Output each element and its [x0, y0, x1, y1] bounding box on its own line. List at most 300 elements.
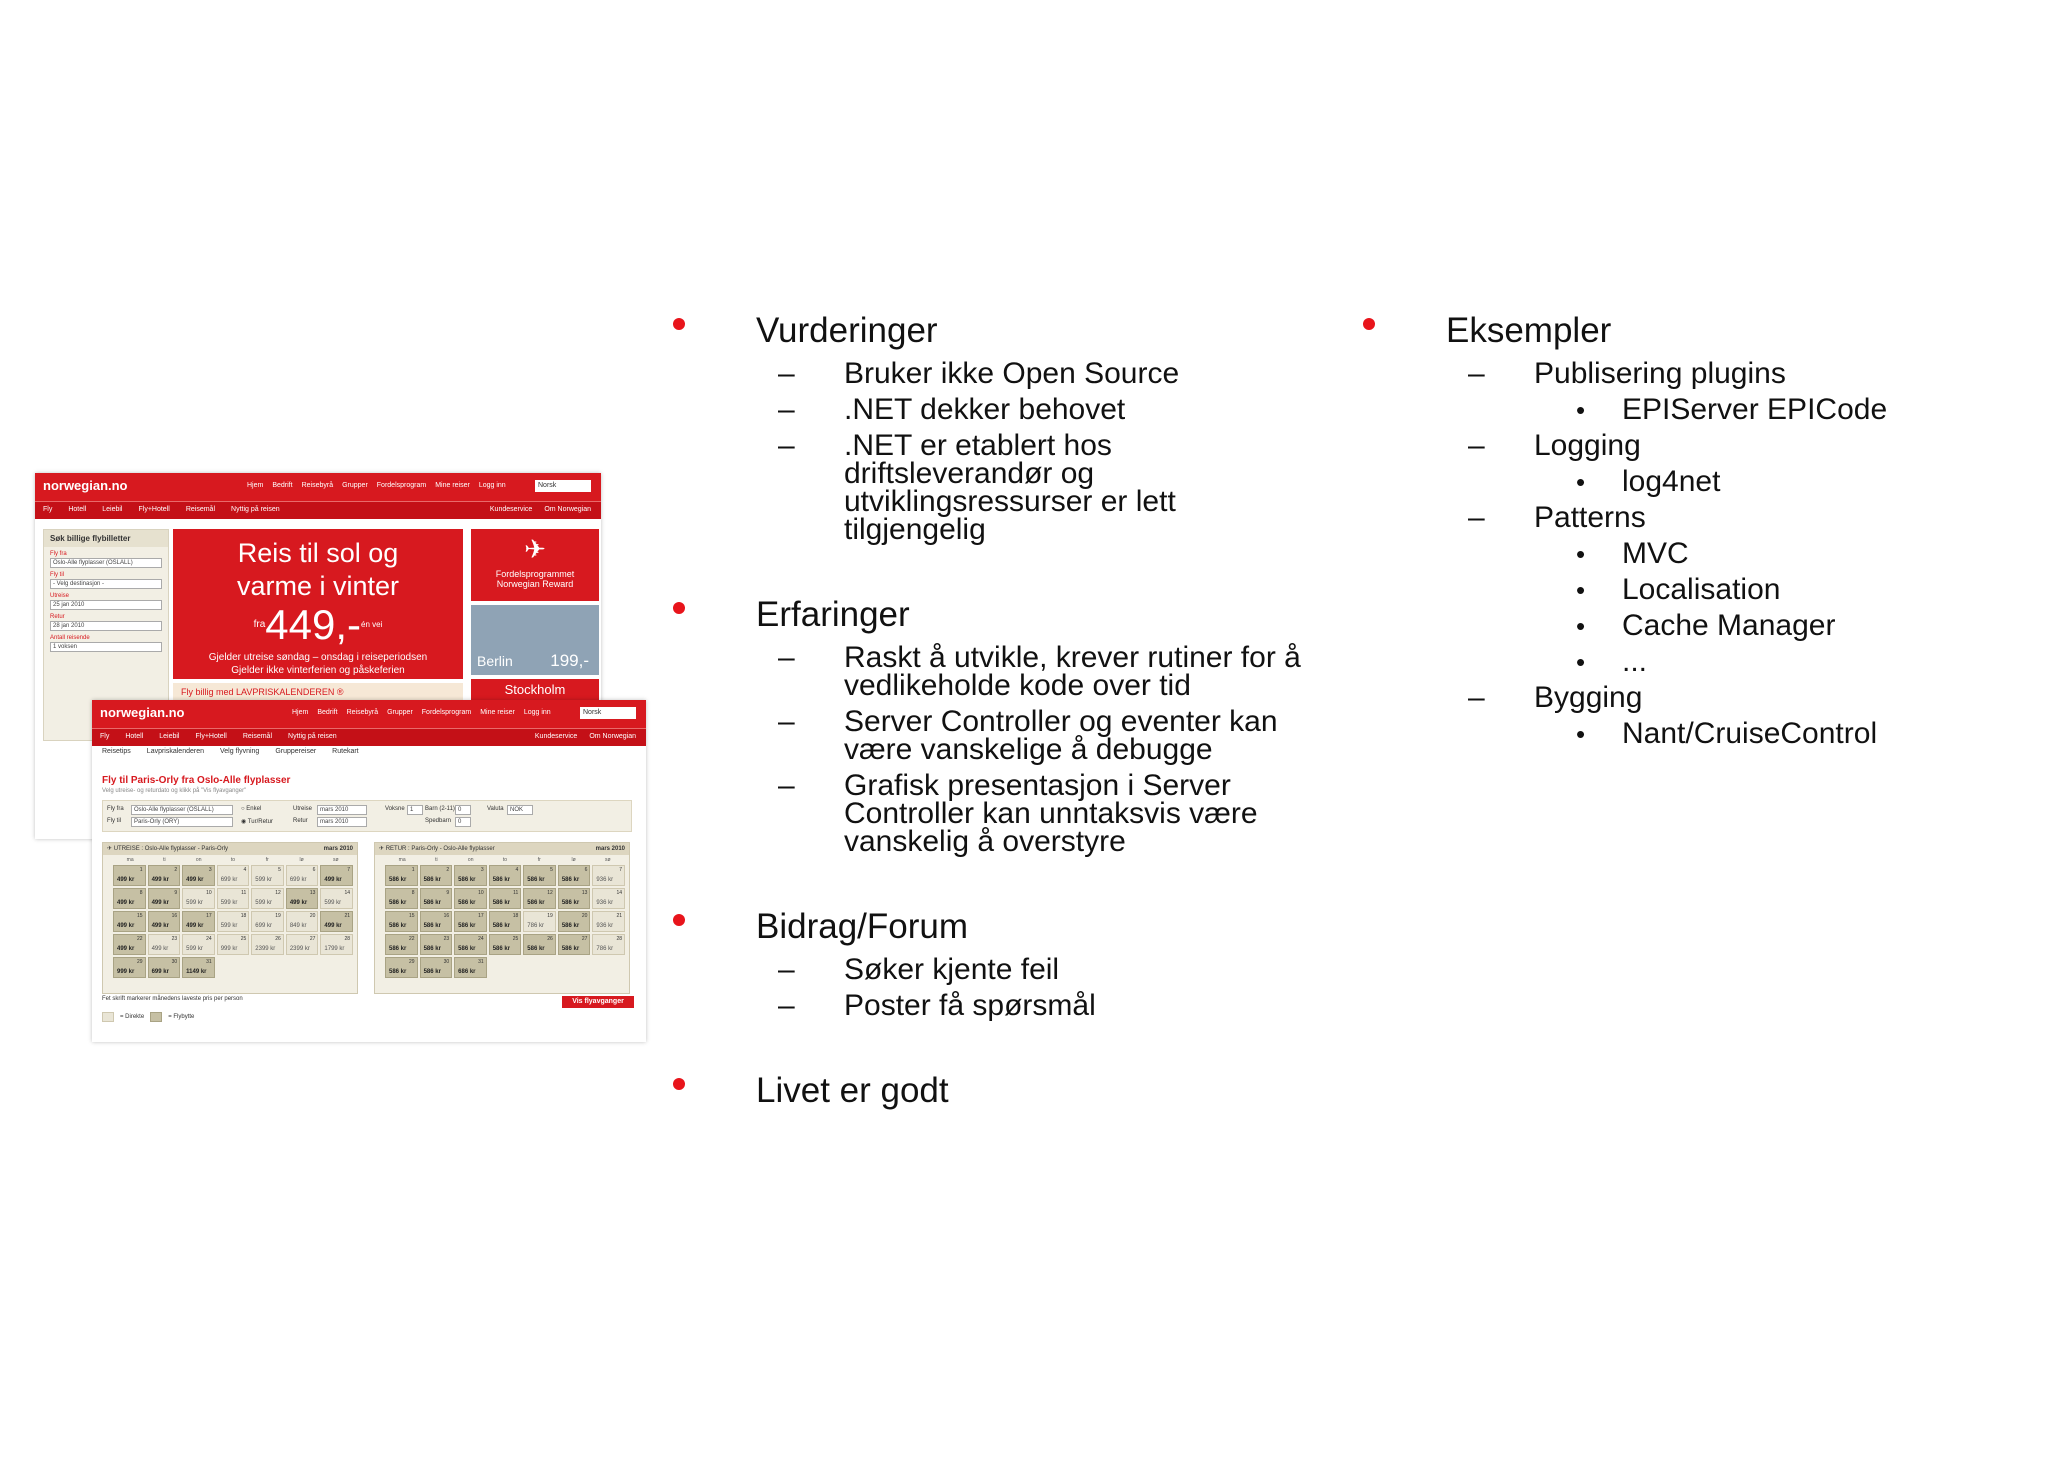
day-price: 586 kr: [389, 946, 407, 952]
calendar-day-cell[interactable]: [592, 911, 625, 932]
calendar-day-cell[interactable]: [454, 911, 487, 932]
day-number: 29: [409, 959, 415, 965]
legend: = Direkte = Flybytte: [102, 1012, 194, 1022]
day-price: 586 kr: [458, 877, 476, 883]
depart-month-select[interactable]: mars 2010: [317, 805, 367, 815]
day-number: 6: [584, 867, 588, 873]
day-price: 586 kr: [423, 946, 441, 952]
bullet-text: Bygging: [1534, 681, 1643, 714]
bullet-text: Raskt å utvikle, krever rutiner for å vedlikeholde kode over tid: [844, 641, 1301, 702]
promo-heading: Reis til sol og varme i vinter: [236, 538, 400, 601]
sub-nav-item[interactable]: Lavpriskalenderen: [146, 748, 204, 755]
calendar-day-cell[interactable]: [558, 865, 591, 886]
calendar-day-cell[interactable]: [385, 911, 418, 932]
day-number: 11: [241, 890, 247, 896]
day-number: 2: [174, 867, 178, 873]
currency-select[interactable]: NOK: [507, 805, 533, 815]
day-price: 599 kr: [255, 877, 272, 883]
page-subtitle: Velg utreise- og returdato og klikk på "Vis flyavganger": [102, 788, 247, 794]
bullet-level3: [1366, 537, 2006, 570]
calendar-day-cell[interactable]: [286, 865, 319, 886]
calendar-day-cell[interactable]: [592, 865, 625, 886]
bullet-text: .NET er etablert hos driftsleverandør og utviklingsressurser er lett tilgjengelig: [844, 429, 1176, 546]
sub-nav: [102, 748, 359, 755]
day-price: 499 kr: [117, 877, 135, 883]
day-number: 7: [619, 867, 622, 873]
bullet-level2: [1366, 357, 2006, 390]
show-flights-button[interactable]: Vis flyavganger: [562, 996, 634, 1008]
top-link[interactable]: Logg inn: [523, 709, 551, 716]
calendar-day-cell[interactable]: [148, 888, 181, 909]
label-retur: Retur: [293, 818, 308, 824]
calendar-day-cell[interactable]: [523, 934, 556, 955]
label-fly-fra: Fly fra: [107, 806, 124, 812]
calendar-day-cell[interactable]: [420, 888, 453, 909]
calendar-day-cell[interactable]: [454, 934, 487, 955]
field-label: Fly til: [50, 572, 64, 578]
calendar-day-cell[interactable]: [148, 911, 181, 932]
day-number: 27: [309, 936, 316, 942]
day-price: 586 kr: [389, 923, 407, 929]
day-price: 586 kr: [423, 900, 441, 906]
main-nav: [92, 728, 646, 746]
top-link[interactable]: Hjem: [292, 709, 309, 716]
nav-tab[interactable]: Fly: [43, 506, 53, 513]
day-number: 26: [547, 936, 553, 942]
day-number: 1: [139, 867, 143, 873]
day-number: 4: [515, 867, 519, 873]
day-price: 699 kr: [151, 969, 169, 975]
day-number: 29: [137, 959, 143, 965]
weekday-label: sø: [605, 857, 611, 863]
bullet-column-right: [1366, 310, 2006, 748]
nav-tab[interactable]: Nyttig på reisen: [231, 506, 280, 513]
day-number: 19: [275, 913, 281, 919]
day-price: 499 kr: [186, 877, 204, 883]
dash-icon: –: [1468, 501, 1485, 534]
calendar-day-cell[interactable]: [523, 865, 556, 886]
berlin-offer[interactable]: Berlin 199,-: [471, 605, 599, 675]
calendar-day-cell[interactable]: [251, 911, 284, 932]
day-number: 18: [512, 913, 519, 919]
calendar-day-cell[interactable]: [320, 911, 353, 932]
nav-tab[interactable]: Leiebil: [102, 506, 123, 513]
top-link[interactable]: Fordelsprogram: [376, 482, 427, 489]
stockholm-offer[interactable]: Stockholm: [471, 679, 599, 701]
top-link[interactable]: Mine reiser: [435, 482, 470, 489]
calendar-day-cell[interactable]: [385, 888, 418, 909]
bullet-level2: [676, 393, 1316, 426]
footnote: Fet skrift markerer månedens laveste pris per person: [102, 996, 243, 1002]
weekday-label: lø: [299, 857, 304, 863]
day-price: 586 kr: [458, 923, 476, 929]
infants-select[interactable]: 0: [455, 817, 471, 827]
calendar-day-cell[interactable]: [454, 957, 487, 978]
day-number: 21: [616, 913, 622, 919]
top-link[interactable]: Reisebyrå: [346, 709, 379, 716]
top-link[interactable]: Logg inn: [478, 482, 506, 489]
bullet-level1: [676, 906, 1316, 948]
page-title: Fly til Paris-Orly fra Oslo-Alle flyplasser: [102, 775, 291, 786]
language-select[interactable]: Norsk: [535, 480, 591, 492]
bullet-icon: •: [1576, 539, 1586, 569]
day-price: 586 kr: [423, 969, 441, 975]
nav-tab[interactable]: Fly+Hotell: [195, 733, 227, 740]
day-price: 599 kr: [220, 923, 238, 929]
day-price: 499 kr: [151, 900, 169, 906]
bullet-text: Livet er godt: [756, 1071, 949, 1110]
day-price: 499 kr: [117, 946, 135, 952]
nav-tab[interactable]: Hotell: [68, 506, 87, 513]
day-number: 2: [446, 867, 450, 873]
day-number: 17: [478, 913, 484, 919]
language-select[interactable]: Norsk: [580, 707, 636, 719]
calendar-day-cell[interactable]: [558, 911, 591, 932]
calendar-day-cell[interactable]: [454, 888, 487, 909]
bullet-dot-icon: [673, 1078, 685, 1090]
bullet-level2: [1366, 501, 2006, 534]
calendar-day-cell[interactable]: [286, 888, 319, 909]
nav-link[interactable]: Kundeservice: [534, 733, 578, 740]
calendar-day-cell[interactable]: [217, 888, 250, 909]
bullet-icon: •: [1576, 611, 1586, 641]
bullet-text: Vurderinger: [756, 311, 938, 350]
weekday-label: sø: [333, 857, 339, 863]
bullet-level2: [1366, 681, 2006, 714]
day-number: 16: [171, 913, 178, 919]
day-price: 786 kr: [596, 946, 614, 952]
day-price: 499 kr: [151, 877, 169, 883]
calendar-day-cell[interactable]: [251, 888, 284, 909]
calendar-day-cell[interactable]: [489, 911, 522, 932]
calendar-day-cell[interactable]: [385, 934, 418, 955]
bullet-text: Bidrag/Forum: [756, 907, 969, 946]
calendar-day-cell[interactable]: [592, 934, 625, 955]
top-link[interactable]: Grupper: [342, 482, 368, 489]
calendar-day-cell[interactable]: [113, 865, 146, 886]
promo-link[interactable]: Fly billig med LAVPRISKALENDEREN ®: [173, 683, 463, 701]
day-number: 15: [409, 913, 415, 919]
bullet-text: Localisation: [1622, 573, 1781, 606]
search-form: [102, 800, 632, 832]
bullet-icon: •: [1576, 467, 1586, 497]
day-number: 22: [137, 936, 143, 942]
nav-link[interactable]: Om Norwegian: [589, 733, 636, 740]
day-price: 936 kr: [596, 900, 614, 906]
day-price: 2399 kr: [255, 946, 276, 952]
calendar-day-cell[interactable]: [182, 934, 215, 955]
nav-tab[interactable]: Reisemål: [242, 733, 273, 740]
day-price: 586 kr: [561, 923, 580, 929]
day-number: 1: [411, 867, 415, 873]
day-price: 586 kr: [561, 877, 580, 883]
label-turretur[interactable]: ◉ Tur/Retur: [241, 819, 273, 825]
sub-nav-item[interactable]: Reisetips: [102, 748, 131, 755]
day-number: 10: [206, 890, 212, 896]
calendar-day-cell[interactable]: [286, 934, 319, 955]
day-price: 499 kr: [151, 946, 169, 952]
bullet-level3: [1366, 465, 2006, 498]
bullet-column-middle: [676, 310, 1316, 1112]
top-link[interactable]: Grupper: [387, 709, 413, 716]
day-price: 499 kr: [151, 923, 169, 929]
main-nav-items: [100, 733, 337, 740]
day-price: 2399 kr: [289, 946, 310, 952]
calendar-day-cell[interactable]: [148, 865, 181, 886]
calendar-day-cell[interactable]: [113, 911, 146, 932]
site-logo[interactable]: norwegian.no: [43, 478, 128, 493]
children-select[interactable]: 0: [455, 805, 471, 815]
day-number: 4: [243, 867, 247, 873]
bullet-text: MVC: [1622, 537, 1689, 570]
calendar-day-cell[interactable]: [420, 957, 453, 978]
day-number: 7: [347, 867, 350, 873]
calendar-header: ✈ RETUR : Paris-Orly - Oslo-Alle flyplasser mars 2010: [375, 843, 629, 855]
field-input[interactable]: 28 jan 2010: [50, 621, 162, 631]
day-number: 8: [411, 890, 415, 896]
field-input[interactable]: Oslo-Alle flyplasser (OSLALL): [50, 558, 162, 568]
bullet-dot-icon: [673, 914, 685, 926]
bullet-text: EPIServer EPICode: [1622, 393, 1888, 426]
calendar-day-cell[interactable]: [592, 888, 625, 909]
calendar-day-cell[interactable]: [523, 911, 556, 932]
day-number: 21: [344, 913, 350, 919]
top-links: [292, 709, 551, 716]
calendar-day-cell[interactable]: [182, 957, 215, 978]
calendar-day-cell[interactable]: [454, 865, 487, 886]
day-price: 586 kr: [389, 969, 407, 975]
nav-link[interactable]: Om Norwegian: [544, 506, 591, 513]
adults-select[interactable]: 1: [407, 805, 423, 815]
sub-nav-item[interactable]: Velg flyvning: [220, 748, 260, 755]
calendar-day-cell[interactable]: [148, 957, 181, 978]
day-number: 23: [443, 936, 450, 942]
calendar-day-cell[interactable]: [385, 865, 418, 886]
dash-icon: –: [778, 953, 795, 986]
day-number: 22: [409, 936, 415, 942]
calendar-day-cell[interactable]: [489, 888, 522, 909]
return-month-select[interactable]: mars 2010: [317, 817, 367, 827]
dash-icon: –: [1468, 357, 1485, 390]
dash-icon: –: [1468, 429, 1485, 462]
calendar-day-cell[interactable]: [251, 934, 284, 955]
weekday-label: ti: [163, 857, 166, 863]
dash-icon: –: [778, 989, 795, 1022]
day-price: 936 kr: [596, 877, 614, 883]
top-link[interactable]: Reisebyrå: [301, 482, 334, 489]
site-header: [92, 700, 646, 728]
bullet-text: Logging: [1534, 429, 1641, 462]
weekday-label: to: [230, 857, 236, 863]
nav-tab[interactable]: Nyttig på reisen: [288, 733, 337, 740]
day-price: 586 kr: [492, 877, 511, 883]
day-price: 586 kr: [561, 946, 580, 952]
day-price: 586 kr: [458, 900, 476, 906]
calendar-day-cell[interactable]: [320, 865, 353, 886]
bullet-level2: [676, 989, 1316, 1022]
day-price: 699 kr: [255, 923, 272, 929]
bullet-text: Server Controller og eventer kan være vanskelige å debugge: [844, 705, 1278, 766]
weekday-label: to: [502, 857, 508, 863]
bullet-level2: [676, 769, 1316, 858]
day-number: 9: [446, 890, 450, 896]
day-number: 14: [616, 890, 622, 896]
day-price: 499 kr: [117, 923, 135, 929]
field-input[interactable]: 25 jan 2010: [50, 600, 162, 610]
day-number: 26: [275, 936, 281, 942]
label-enkel[interactable]: ○ Enkel: [241, 806, 262, 812]
reward-box[interactable]: ✈ Fordelsprogrammet Norwegian Reward: [471, 529, 599, 601]
label-fly-til: Fly til: [107, 818, 121, 824]
bullet-level2: [1366, 429, 2006, 462]
promo-price: $^{fra}$449,-$^{én vei}$: [253, 601, 383, 648]
calendar-day-cell[interactable]: [251, 865, 284, 886]
bullet-level3: [1366, 609, 2006, 642]
field-label: Retur: [50, 614, 65, 620]
calendar-day-cell[interactable]: [558, 934, 591, 955]
top-link[interactable]: Mine reiser: [480, 709, 515, 716]
day-number: 3: [480, 867, 484, 873]
weekday-label: ti: [435, 857, 438, 863]
day-price: 586 kr: [423, 923, 441, 929]
day-number: 28: [344, 936, 350, 942]
calendar-day-cell[interactable]: [320, 934, 353, 955]
day-number: 15: [137, 913, 143, 919]
calendar-day-cell[interactable]: [420, 934, 453, 955]
bullet-level1: [676, 594, 1316, 636]
calendar-header: ✈ UTREISE : Oslo-Alle flyplasser - Paris-Orly mars 2010: [103, 843, 357, 855]
calendar-day-cell[interactable]: [385, 957, 418, 978]
bullet-dot-icon: [673, 318, 685, 330]
calendar-grid: [375, 863, 629, 978]
return-calendar: [374, 842, 630, 994]
calendar-day-cell[interactable]: [217, 911, 250, 932]
label-utreise: Utreise: [293, 806, 313, 812]
nav-tab[interactable]: Fly+Hotell: [138, 506, 170, 513]
dash-icon: –: [778, 393, 795, 426]
sub-nav-item[interactable]: Rutekart: [332, 748, 359, 755]
search-title: Søk billige flybilletter: [44, 530, 168, 547]
day-price: 599 kr: [255, 900, 272, 906]
top-link[interactable]: Hjem: [247, 482, 264, 489]
day-price: 586 kr: [527, 946, 545, 952]
day-price: 499 kr: [186, 923, 204, 929]
day-number: 8: [139, 890, 143, 896]
bullet-level1: [1366, 310, 2006, 352]
dash-icon: –: [778, 429, 795, 462]
day-price: 586 kr: [492, 946, 511, 952]
bullet-level2: [676, 429, 1316, 546]
calendar-day-cell[interactable]: [489, 934, 522, 955]
sub-nav-item[interactable]: Gruppereiser: [275, 748, 317, 755]
nav-tab[interactable]: Reisemål: [185, 506, 216, 513]
day-price: 499 kr: [324, 923, 342, 929]
top-link[interactable]: Bedrift: [317, 709, 338, 716]
day-number: 12: [275, 890, 281, 896]
calendar-day-cell[interactable]: [420, 911, 453, 932]
day-price: 599 kr: [220, 900, 238, 906]
calendar-day-cell[interactable]: [217, 865, 250, 886]
screenshot-fare-calendar: [92, 700, 646, 1042]
from-select[interactable]: Oslo-Alle flyplasser (OSLALL): [131, 805, 233, 815]
weekday-label: ma: [126, 857, 134, 863]
to-select[interactable]: Paris-Orly (ORY): [131, 817, 233, 827]
nav-link[interactable]: Kundeservice: [489, 506, 533, 513]
bullet-icon: •: [1576, 719, 1586, 749]
day-number: 16: [443, 913, 450, 919]
top-links: [247, 482, 506, 489]
bullet-text: log4net: [1622, 465, 1721, 498]
calendar-day-cell[interactable]: [148, 934, 181, 955]
top-link[interactable]: Fordelsprogram: [421, 709, 472, 716]
main-nav-right: [490, 506, 591, 513]
day-price: 999 kr: [220, 946, 238, 952]
day-price: 586 kr: [492, 923, 511, 929]
field-label: Fly fra: [50, 551, 67, 557]
calendar-day-cell[interactable]: [523, 888, 556, 909]
calendar-day-cell[interactable]: [420, 865, 453, 886]
calendar-day-cell[interactable]: [489, 865, 522, 886]
bullet-dot-icon: [673, 602, 685, 614]
bullet-text: Søker kjente feil: [844, 953, 1060, 986]
dash-icon: –: [778, 357, 795, 390]
nav-tab[interactable]: Hotell: [125, 733, 144, 740]
day-price: 699 kr: [220, 877, 238, 883]
calendar-day-cell[interactable]: [182, 888, 215, 909]
bullet-text: Eksempler: [1446, 311, 1612, 350]
calendar-day-cell[interactable]: [286, 911, 319, 932]
bullet-level2: [676, 705, 1316, 766]
site-header: [35, 473, 601, 501]
field-input[interactable]: 1 voksen: [50, 642, 162, 652]
bullet-level1: [676, 310, 1316, 352]
dash-icon: –: [1468, 681, 1485, 714]
day-price: 499 kr: [324, 877, 342, 883]
top-link[interactable]: Bedrift: [272, 482, 293, 489]
day-price: 586 kr: [492, 900, 511, 906]
main-nav-items: [43, 506, 280, 513]
day-price: 586 kr: [389, 877, 407, 883]
calendar-day-cell[interactable]: [113, 888, 146, 909]
nav-tab[interactable]: Leiebil: [159, 733, 180, 740]
day-number: 25: [240, 936, 247, 942]
day-price: 1149 kr: [186, 969, 207, 975]
day-number: 28: [616, 936, 622, 942]
weekday-label: lø: [571, 857, 576, 863]
calendar-day-cell[interactable]: [558, 888, 591, 909]
main-nav-right: [535, 733, 636, 740]
weekday-label: fr: [537, 857, 541, 863]
field-input[interactable]: - Velg destinasjon -: [50, 579, 162, 589]
day-number: 19: [547, 913, 553, 919]
day-price: 499 kr: [289, 900, 308, 906]
calendar-day-cell[interactable]: [182, 911, 215, 932]
field-label: Antall reisende: [50, 635, 90, 641]
calendar-day-cell[interactable]: [113, 957, 146, 978]
day-price: 1799 kr: [324, 946, 345, 952]
day-number: 10: [478, 890, 484, 896]
promo-banner[interactable]: [173, 529, 463, 679]
calendar-day-cell[interactable]: [217, 934, 250, 955]
calendar-day-cell[interactable]: [182, 865, 215, 886]
day-number: 30: [171, 959, 178, 965]
calendar-day-cell[interactable]: [320, 888, 353, 909]
site-logo[interactable]: norwegian.no: [100, 705, 185, 720]
nav-tab[interactable]: Fly: [100, 733, 110, 740]
calendar-grid: [103, 863, 357, 978]
day-price: 936 kr: [596, 923, 614, 929]
calendar-day-cell[interactable]: [113, 934, 146, 955]
